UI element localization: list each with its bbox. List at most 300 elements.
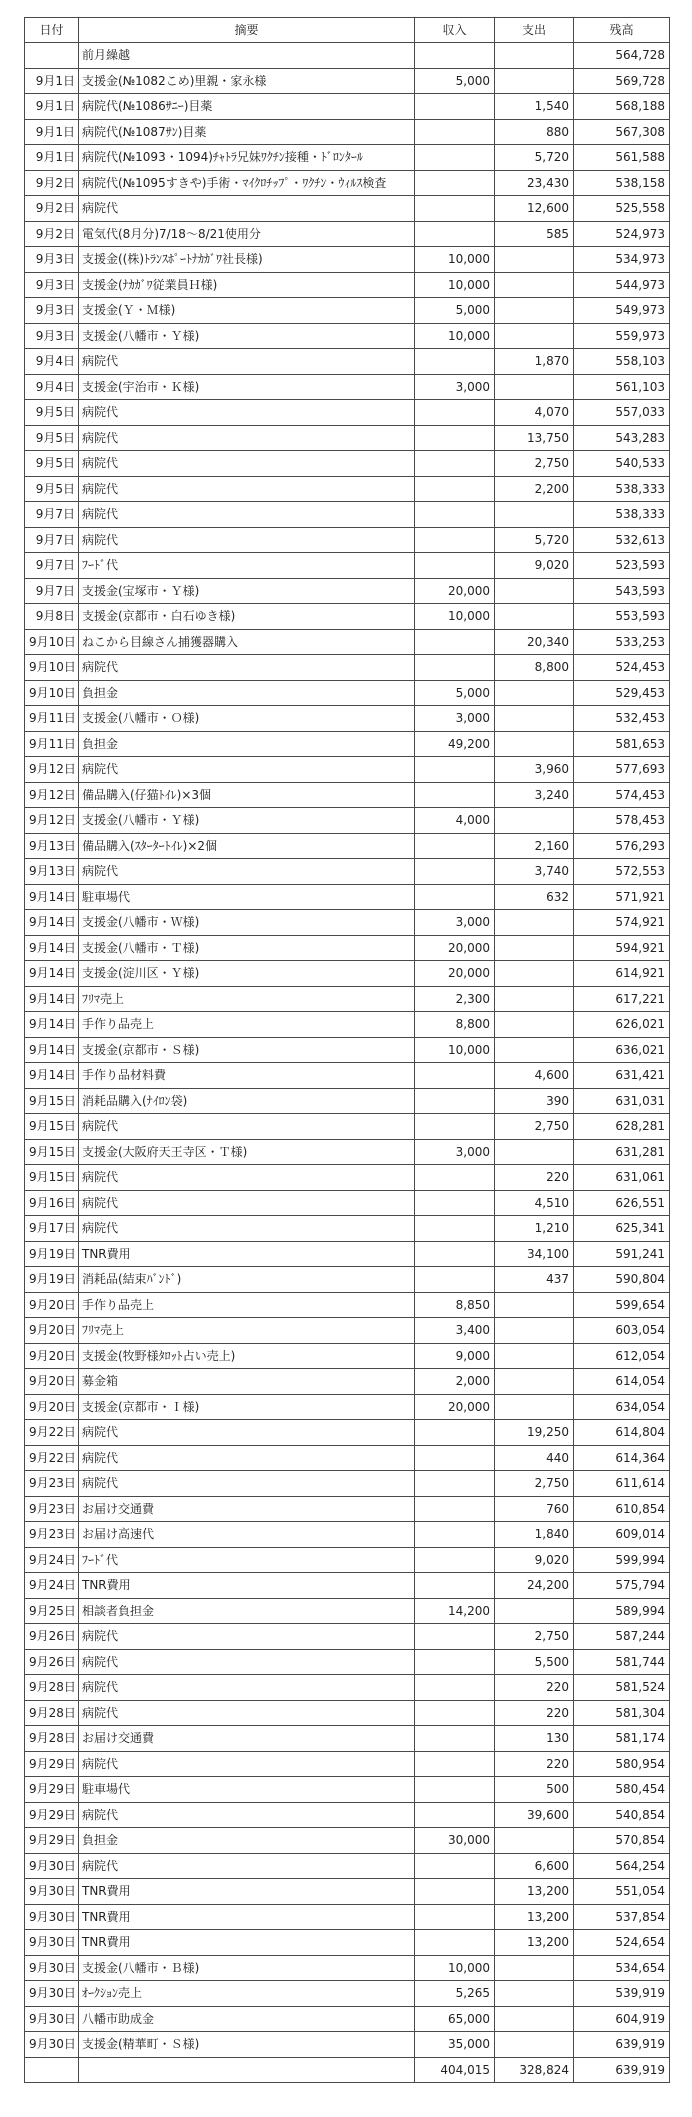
cell-balance: 614,804 [574, 1420, 670, 1446]
cell-expense [495, 68, 574, 94]
cell-income [415, 782, 495, 808]
cell-expense: 220 [495, 1700, 574, 1726]
table-row [25, 986, 670, 1012]
cell-date: 9月14日 [25, 1037, 79, 1063]
cell-expense: 390 [495, 1088, 574, 1114]
cell-date: 9月3日 [25, 272, 79, 298]
cell-description: 支援金(八幡市・Ｔ様) [79, 935, 415, 961]
cell-expense: 3,740 [495, 859, 574, 885]
cell-balance: 538,333 [574, 476, 670, 502]
cell-balance: 558,103 [574, 349, 670, 375]
cell-date: 9月4日 [25, 374, 79, 400]
cell-balance: 529,453 [574, 680, 670, 706]
cell-income [415, 757, 495, 783]
cell-date: 9月14日 [25, 935, 79, 961]
cell-description: TNR費用 [79, 1904, 415, 1930]
table-row [25, 1369, 670, 1395]
cell-balance: 599,994 [574, 1547, 670, 1573]
cell-income: 49,200 [415, 731, 495, 757]
cell-income [415, 1420, 495, 1446]
cell-date: 9月7日 [25, 527, 79, 553]
cell-expense [495, 1598, 574, 1624]
table-row [25, 1751, 670, 1777]
cell-description: 病院代 [79, 1216, 415, 1242]
cell-expense [495, 298, 574, 324]
cell-expense: 437 [495, 1267, 574, 1293]
cell-income [415, 1853, 495, 1879]
table-row [25, 680, 670, 706]
cell-description: 支援金(Ｙ・Ｍ様) [79, 298, 415, 324]
cell-income [415, 400, 495, 426]
cell-income [415, 170, 495, 196]
cell-expense [495, 1828, 574, 1854]
cell-balance: 577,693 [574, 757, 670, 783]
cell-expense: 632 [495, 884, 574, 910]
cell-date: 9月28日 [25, 1700, 79, 1726]
totals-balance: 639,919 [574, 2057, 670, 2083]
cell-balance: 534,654 [574, 1955, 670, 1981]
cell-expense: 23,430 [495, 170, 574, 196]
cell-expense: 20,340 [495, 629, 574, 655]
cell-balance: 540,854 [574, 1802, 670, 1828]
cell-date: 9月22日 [25, 1420, 79, 1446]
cell-description: 支援金(八幡市・Ｙ様) [79, 808, 415, 834]
cell-income [415, 1904, 495, 1930]
cell-expense [495, 935, 574, 961]
cell-date: 9月14日 [25, 986, 79, 1012]
table-row [25, 1496, 670, 1522]
cell-date: 9月20日 [25, 1318, 79, 1344]
table-row [25, 1879, 670, 1905]
cell-expense [495, 731, 574, 757]
table-row [25, 859, 670, 885]
cell-expense [495, 374, 574, 400]
table-row [25, 833, 670, 859]
cell-income [415, 1726, 495, 1752]
cell-income: 9,000 [415, 1343, 495, 1369]
cell-description: 病院代 [79, 400, 415, 426]
cell-income [415, 1522, 495, 1548]
cell-balance: 574,453 [574, 782, 670, 808]
table-row [25, 1241, 670, 1267]
cell-expense [495, 1139, 574, 1165]
cell-income [415, 1114, 495, 1140]
table-row [25, 1343, 670, 1369]
cell-date: 9月29日 [25, 1751, 79, 1777]
cell-income [415, 1675, 495, 1701]
cell-date: 9月7日 [25, 502, 79, 528]
cell-description: 備品購入(ｽﾀｰﾀｰﾄｲﾚ)×2個 [79, 833, 415, 859]
cell-balance: 639,919 [574, 2032, 670, 2058]
cell-date: 9月15日 [25, 1088, 79, 1114]
cell-date: 9月26日 [25, 1624, 79, 1650]
cell-expense: 2,750 [495, 451, 574, 477]
cell-expense [495, 910, 574, 936]
ledger-table [24, 17, 670, 2083]
table-row [25, 629, 670, 655]
table-row [25, 94, 670, 120]
cell-description: 病院代 [79, 1114, 415, 1140]
cell-expense: 2,200 [495, 476, 574, 502]
cell-description: 病院代 [79, 1624, 415, 1650]
cell-income [415, 833, 495, 859]
cell-description: 手作り品材料費 [79, 1063, 415, 1089]
cell-description: 病院代 [79, 757, 415, 783]
cell-description: 病院代 [79, 1445, 415, 1471]
table-row [25, 1445, 670, 1471]
table-row [25, 808, 670, 834]
cell-expense: 2,160 [495, 833, 574, 859]
cell-expense: 39,600 [495, 1802, 574, 1828]
cell-balance: 594,921 [574, 935, 670, 961]
table-row [25, 1190, 670, 1216]
cell-description: 病院代(№1095すきや)手術・ﾏｲｸﾛﾁｯﾌﾟ・ﾜｸﾁﾝ・ｳｨﾙｽ検査 [79, 170, 415, 196]
cell-income: 10,000 [415, 604, 495, 630]
cell-expense [495, 578, 574, 604]
cell-income [415, 1573, 495, 1599]
cell-expense: 130 [495, 1726, 574, 1752]
cell-description: 病院代 [79, 349, 415, 375]
cell-expense: 2,750 [495, 1471, 574, 1497]
table-row [25, 1904, 670, 1930]
cell-description: 支援金(八幡市・Ｗ様) [79, 910, 415, 936]
cell-balance: 591,241 [574, 1241, 670, 1267]
cell-description: 支援金(ﾅｶｶﾞﾜ従業員Ｈ様) [79, 272, 415, 298]
cell-expense: 8,800 [495, 655, 574, 681]
cell-description: 病院代 [79, 1751, 415, 1777]
cell-balance: 533,253 [574, 629, 670, 655]
cell-date: 9月28日 [25, 1726, 79, 1752]
cell-description: 支援金(大阪府天王寺区・Ｔ様) [79, 1139, 415, 1165]
cell-date: 9月11日 [25, 731, 79, 757]
cell-expense: 4,070 [495, 400, 574, 426]
cell-balance: 564,254 [574, 1853, 670, 1879]
cell-description: 病院代 [79, 859, 415, 885]
cell-expense: 440 [495, 1445, 574, 1471]
cell-description: 手作り品売上 [79, 1292, 415, 1318]
cell-income [415, 1471, 495, 1497]
cell-balance: 539,919 [574, 1981, 670, 2007]
totals-row [25, 2057, 670, 2083]
cell-expense [495, 808, 574, 834]
table-row [25, 1139, 670, 1165]
cell-income: 20,000 [415, 578, 495, 604]
cell-description: ﾌﾘﾏ売上 [79, 1318, 415, 1344]
cell-expense: 2,750 [495, 1114, 574, 1140]
cell-income [415, 476, 495, 502]
table-row [25, 1267, 670, 1293]
cell-date: 9月5日 [25, 400, 79, 426]
cell-balance: 532,453 [574, 706, 670, 732]
cell-description: お届け交通費 [79, 1726, 415, 1752]
cell-income: 3,000 [415, 1139, 495, 1165]
table-row [25, 43, 670, 69]
cell-date: 9月2日 [25, 221, 79, 247]
cell-income: 10,000 [415, 323, 495, 349]
cell-description: 支援金(八幡市・Ｂ様) [79, 1955, 415, 1981]
cell-expense: 3,240 [495, 782, 574, 808]
cell-description: 支援金(№1082こめ)里親・家永様 [79, 68, 415, 94]
cell-income [415, 221, 495, 247]
cell-balance: 569,728 [574, 68, 670, 94]
cell-balance: 634,054 [574, 1394, 670, 1420]
table-row [25, 1420, 670, 1446]
cell-balance: 561,103 [574, 374, 670, 400]
table-row [25, 1930, 670, 1956]
cell-description: 支援金((株)ﾄﾗﾝｽﾎﾟｰﾄﾅｶｶﾞﾜ社長様) [79, 247, 415, 273]
cell-date: 9月12日 [25, 782, 79, 808]
cell-expense [495, 1012, 574, 1038]
cell-income [415, 145, 495, 171]
cell-balance: 587,244 [574, 1624, 670, 1650]
cell-balance: 532,613 [574, 527, 670, 553]
cell-expense [495, 2032, 574, 2058]
cell-income [415, 1088, 495, 1114]
cell-income [415, 451, 495, 477]
cell-expense: 34,100 [495, 1241, 574, 1267]
cell-description: 病院代 [79, 196, 415, 222]
cell-description: 支援金(京都市・Ｉ様) [79, 1394, 415, 1420]
cell-balance: 626,551 [574, 1190, 670, 1216]
cell-description: 支援金(牧野様ﾀﾛｯﾄ占い売上) [79, 1343, 415, 1369]
cell-description: 病院代 [79, 1802, 415, 1828]
cell-income: 10,000 [415, 272, 495, 298]
cell-expense: 24,200 [495, 1573, 574, 1599]
cell-description: 病院代 [79, 527, 415, 553]
table-row [25, 757, 670, 783]
cell-expense: 5,500 [495, 1649, 574, 1675]
cell-description: 病院代 [79, 1853, 415, 1879]
cell-date: 9月13日 [25, 859, 79, 885]
cell-description: 消耗品(結束ﾊﾞﾝﾄﾞ) [79, 1267, 415, 1293]
cell-date: 9月19日 [25, 1267, 79, 1293]
table-row [25, 1547, 670, 1573]
cell-date: 9月12日 [25, 757, 79, 783]
cell-expense: 585 [495, 221, 574, 247]
cell-balance: 570,854 [574, 1828, 670, 1854]
cell-income [415, 1700, 495, 1726]
totals-description [79, 2057, 415, 2083]
cell-date: 9月14日 [25, 961, 79, 987]
cell-date: 9月20日 [25, 1369, 79, 1395]
cell-date: 9月1日 [25, 145, 79, 171]
header-description: 摘要 [79, 18, 415, 43]
cell-balance: 580,454 [574, 1777, 670, 1803]
table-row [25, 502, 670, 528]
cell-date: 9月3日 [25, 298, 79, 324]
cell-date: 9月10日 [25, 629, 79, 655]
cell-expense: 4,600 [495, 1063, 574, 1089]
cell-income: 20,000 [415, 935, 495, 961]
cell-income [415, 119, 495, 145]
cell-expense: 12,600 [495, 196, 574, 222]
cell-date: 9月3日 [25, 247, 79, 273]
table-row [25, 655, 670, 681]
table-row [25, 1318, 670, 1344]
cell-income [415, 1267, 495, 1293]
cell-date: 9月3日 [25, 323, 79, 349]
cell-balance: 581,653 [574, 731, 670, 757]
cell-expense: 9,020 [495, 1547, 574, 1573]
cell-description: 支援金(八幡市・Ｏ様) [79, 706, 415, 732]
table-row [25, 884, 670, 910]
table-row [25, 1292, 670, 1318]
table-row [25, 1037, 670, 1063]
cell-expense: 1,210 [495, 1216, 574, 1242]
cell-balance: 581,174 [574, 1726, 670, 1752]
cell-date: 9月23日 [25, 1471, 79, 1497]
table-row [25, 1522, 670, 1548]
cell-description: 支援金(宇治市・Ｋ様) [79, 374, 415, 400]
cell-description: ﾌｰﾄﾞ代 [79, 553, 415, 579]
cell-balance: 611,614 [574, 1471, 670, 1497]
cell-date: 9月30日 [25, 2032, 79, 2058]
cell-description: TNR費用 [79, 1241, 415, 1267]
cell-description: ねこから目線さん捕獲器購入 [79, 629, 415, 655]
cell-balance: 568,188 [574, 94, 670, 120]
cell-balance: 575,794 [574, 1573, 670, 1599]
cell-expense [495, 986, 574, 1012]
cell-description: 負担金 [79, 1828, 415, 1854]
cell-balance: 572,553 [574, 859, 670, 885]
cell-date: 9月14日 [25, 884, 79, 910]
cell-description: 病院代(№1086ｻﾆｰ)目薬 [79, 94, 415, 120]
cell-date: 9月28日 [25, 1675, 79, 1701]
cell-income [415, 94, 495, 120]
table-row [25, 1063, 670, 1089]
cell-income [415, 196, 495, 222]
cell-expense [495, 2006, 574, 2032]
cell-date: 9月14日 [25, 1063, 79, 1089]
cell-description: 駐車場代 [79, 1777, 415, 1803]
cell-expense: 4,510 [495, 1190, 574, 1216]
cell-expense: 1,540 [495, 94, 574, 120]
cell-income [415, 425, 495, 451]
cell-income: 20,000 [415, 961, 495, 987]
cell-balance: 612,054 [574, 1343, 670, 1369]
table-row [25, 2032, 670, 2058]
cell-description: 病院代(№1087ｻﾝ)目薬 [79, 119, 415, 145]
cell-income: 65,000 [415, 2006, 495, 2032]
cell-date: 9月7日 [25, 553, 79, 579]
cell-income [415, 1241, 495, 1267]
cell-income [415, 655, 495, 681]
cell-expense [495, 604, 574, 630]
cell-expense [495, 502, 574, 528]
cell-date: 9月8日 [25, 604, 79, 630]
cell-income: 2,300 [415, 986, 495, 1012]
table-row [25, 323, 670, 349]
cell-balance: 590,804 [574, 1267, 670, 1293]
cell-date: 9月30日 [25, 1955, 79, 1981]
cell-balance: 524,654 [574, 1930, 670, 1956]
cell-date: 9月2日 [25, 196, 79, 222]
cell-date: 9月10日 [25, 680, 79, 706]
cell-expense: 13,200 [495, 1904, 574, 1930]
cell-description: 支援金(精華町・Ｓ様) [79, 2032, 415, 2058]
cell-income: 8,850 [415, 1292, 495, 1318]
table-row [25, 196, 670, 222]
cell-date: 9月29日 [25, 1777, 79, 1803]
cell-balance: 538,158 [574, 170, 670, 196]
cell-description: 病院代 [79, 655, 415, 681]
cell-description: 負担金 [79, 680, 415, 706]
table-row [25, 910, 670, 936]
table-row [25, 731, 670, 757]
cell-date: 9月29日 [25, 1828, 79, 1854]
cell-date: 9月7日 [25, 578, 79, 604]
cell-expense [495, 1037, 574, 1063]
cell-date: 9月13日 [25, 833, 79, 859]
cell-description: 駐車場代 [79, 884, 415, 910]
table-row [25, 119, 670, 145]
header-date: 日付 [25, 18, 79, 43]
cell-expense: 6,600 [495, 1853, 574, 1879]
cell-balance: 614,054 [574, 1369, 670, 1395]
table-row [25, 1853, 670, 1879]
table-row [25, 1675, 670, 1701]
table-row [25, 2006, 670, 2032]
cell-income: 8,800 [415, 1012, 495, 1038]
cell-balance: 581,744 [574, 1649, 670, 1675]
cell-income [415, 1547, 495, 1573]
cell-description: TNR費用 [79, 1879, 415, 1905]
cell-balance: 631,061 [574, 1165, 670, 1191]
cell-income: 14,200 [415, 1598, 495, 1624]
cell-date [25, 43, 79, 69]
table-row [25, 170, 670, 196]
cell-expense: 13,750 [495, 425, 574, 451]
cell-income: 10,000 [415, 247, 495, 273]
cell-date: 9月30日 [25, 1930, 79, 1956]
cell-description: 病院代 [79, 1649, 415, 1675]
cell-income: 10,000 [415, 1037, 495, 1063]
cell-balance: 631,281 [574, 1139, 670, 1165]
cell-date: 9月19日 [25, 1241, 79, 1267]
cell-description: 前月繰越 [79, 43, 415, 69]
cell-date: 9月16日 [25, 1190, 79, 1216]
cell-description: お届け高速代 [79, 1522, 415, 1548]
cell-income [415, 43, 495, 69]
cell-description: 支援金(八幡市・Ｙ様) [79, 323, 415, 349]
cell-date: 9月5日 [25, 476, 79, 502]
table-row [25, 451, 670, 477]
cell-balance: 567,308 [574, 119, 670, 145]
cell-date: 9月30日 [25, 1981, 79, 2007]
cell-description: 病院代 [79, 1675, 415, 1701]
cell-expense: 2,750 [495, 1624, 574, 1650]
cell-description: ｵｰｸｼｮﾝ売上 [79, 1981, 415, 2007]
cell-expense: 19,250 [495, 1420, 574, 1446]
cell-expense: 5,720 [495, 527, 574, 553]
cell-balance: 604,919 [574, 2006, 670, 2032]
cell-expense: 5,720 [495, 145, 574, 171]
table-row [25, 68, 670, 94]
cell-date: 9月23日 [25, 1496, 79, 1522]
table-row [25, 1955, 670, 1981]
cell-date: 9月15日 [25, 1165, 79, 1191]
cell-income: 30,000 [415, 1828, 495, 1854]
table-row [25, 935, 670, 961]
cell-expense [495, 272, 574, 298]
cell-date: 9月30日 [25, 1904, 79, 1930]
cell-balance: 540,533 [574, 451, 670, 477]
cell-date: 9月24日 [25, 1547, 79, 1573]
cell-balance: 631,421 [574, 1063, 670, 1089]
cell-balance: 614,364 [574, 1445, 670, 1471]
cell-income [415, 1190, 495, 1216]
cell-income: 35,000 [415, 2032, 495, 2058]
